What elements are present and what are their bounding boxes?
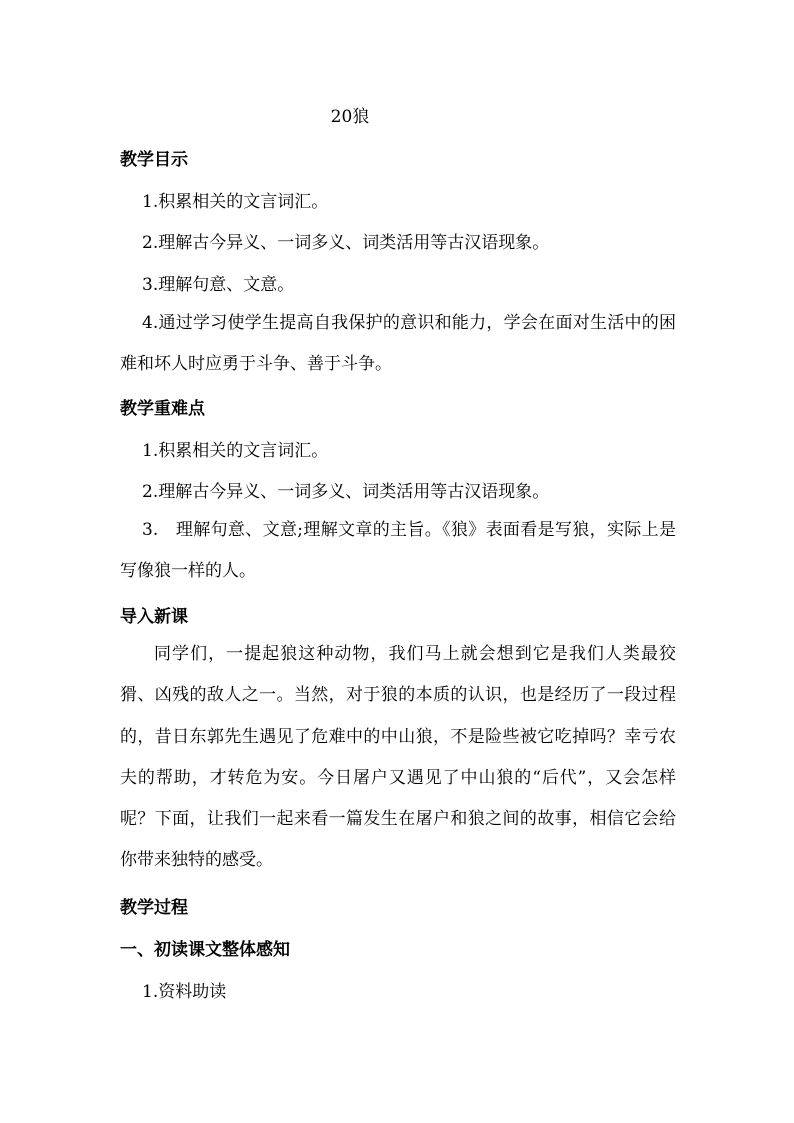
introduction-paragraph: 同学们，一提起狼这种动物，我们马上就会想到它是我们人类最狡猾、凶残的敌人之一。当然，对于狼的本质的认识，也是经历了一段过程的，昔日东郭先生遇见了危难中的中山狼，不是险些被它吃掉吗？幸亏农夫的帮助，才转危为安。今日屠户又遇见了中山狼的“后代”，又会怎样呢？下面，让我们一起来看一篇发生在屠户和狼之间的故事，相信它会给你带来独特的感受。 (120, 644, 676, 871)
introduction-heading: 导入新课 (120, 607, 188, 627)
section-heading: 一、初读课文整体感知 (120, 940, 290, 960)
section-item-1: 1.资料助读 (142, 982, 227, 1002)
objective-item-1: 1.积累相关的文言词汇。 (142, 192, 329, 212)
page-title: 20狼 (330, 107, 370, 127)
objective-item-2: 2.理解古今异义、一词多义、词类活用等古汉语现象。 (142, 233, 550, 253)
objective-item-3: 3.理解句意、文意。 (142, 275, 295, 295)
key-point-item-3: 3. 理解句意、文意;理解文章的主旨。《狼》表面看是写狼，实际上是写像狼一样的人。 (120, 520, 676, 582)
objectives-heading: 教学目示 (120, 150, 188, 170)
objective-item-4: 4.通过学习使学生提高自我保护的意识和能力，学会在面对生活中的困难和坏人时应勇于斗争、善于斗争。 (120, 313, 676, 375)
process-heading: 教学过程 (120, 898, 188, 918)
key-point-item-2: 2.理解古今异义、一词多义、词类活用等古汉语现象。 (142, 482, 550, 502)
key-points-heading: 教学重难点 (120, 399, 205, 419)
key-point-item-1: 1.积累相关的文言词汇。 (142, 441, 329, 461)
